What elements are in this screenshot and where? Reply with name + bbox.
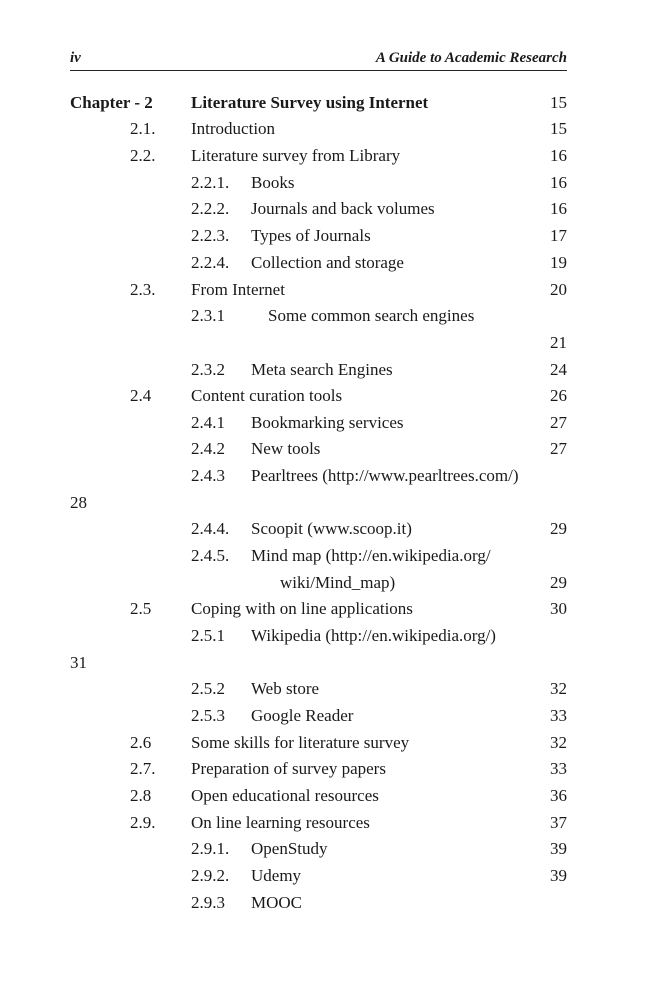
toc-title: Wikipedia (http://en.wikipedia.org/) bbox=[251, 626, 496, 645]
toc-page: 33 bbox=[550, 759, 567, 778]
toc-title: Mind map (http://en.wikipedia.org/ bbox=[251, 546, 491, 565]
toc-number: 2.9.3 bbox=[191, 893, 225, 912]
toc-number: 2.5.2 bbox=[191, 679, 225, 698]
toc-number: 2.3. bbox=[130, 280, 156, 299]
header-rule bbox=[70, 70, 567, 71]
toc-title: From Internet bbox=[191, 280, 285, 299]
toc-title: On line learning resources bbox=[191, 813, 370, 832]
toc-page: 36 bbox=[550, 786, 567, 805]
toc-page: 20 bbox=[550, 280, 567, 299]
toc-page: 17 bbox=[550, 226, 567, 245]
toc-page: 29 bbox=[550, 573, 567, 592]
toc-title: MOOC bbox=[251, 893, 303, 912]
toc-page: 29 bbox=[550, 519, 567, 538]
header-page-number: iv bbox=[70, 50, 81, 66]
toc-page: 19 bbox=[550, 253, 567, 272]
toc-title: Preparation of survey papers bbox=[191, 759, 386, 778]
toc-number: 2.4.5. bbox=[191, 546, 230, 565]
toc-title: Coping with on line applications bbox=[191, 599, 413, 618]
toc-page: 27 bbox=[550, 439, 567, 458]
toc-number: 2.6 bbox=[130, 733, 152, 752]
toc-title: Meta search Engines bbox=[251, 360, 393, 379]
toc-page: 16 bbox=[550, 173, 567, 192]
toc-title: Content curation tools bbox=[191, 386, 343, 405]
toc-number: 2.5.1 bbox=[191, 626, 225, 645]
toc-number: 2.5 bbox=[130, 599, 152, 618]
chapter-label: Chapter - 2 bbox=[70, 93, 153, 112]
toc-title: Some skills for literature survey bbox=[191, 733, 410, 752]
toc-page: 31 bbox=[70, 653, 87, 672]
toc-title: OpenStudy bbox=[251, 839, 328, 858]
toc-page: 28 bbox=[70, 493, 87, 512]
toc-title: Open educational resources bbox=[191, 786, 379, 805]
toc-number: 2.4.2 bbox=[191, 439, 225, 458]
toc-page: 33 bbox=[550, 706, 567, 725]
toc-page: 15 bbox=[550, 119, 567, 138]
toc-number: 2.5.3 bbox=[191, 706, 225, 725]
toc-title: Types of Journals bbox=[251, 226, 371, 245]
toc-number: 2.2.4. bbox=[191, 253, 230, 272]
toc-number: 2.2.3. bbox=[191, 226, 230, 245]
toc-title-continued: wiki/Mind_map) bbox=[280, 573, 396, 592]
toc-number: 2.3.1 bbox=[191, 306, 225, 325]
toc-number: 2.9.2. bbox=[191, 866, 230, 885]
toc-number: 2.3.2 bbox=[191, 360, 225, 379]
toc-page: 27 bbox=[550, 413, 567, 432]
toc-number: 2.4.4. bbox=[191, 519, 230, 538]
toc-page: 16 bbox=[550, 146, 567, 165]
toc-page: 39 bbox=[550, 839, 567, 858]
toc-number: 2.2.1. bbox=[191, 173, 230, 192]
toc-number: 2.9. bbox=[130, 813, 156, 832]
toc-number: 2.7. bbox=[130, 759, 156, 778]
toc-page: 16 bbox=[550, 199, 567, 218]
toc-page: 32 bbox=[550, 679, 567, 698]
toc-number: 2.1. bbox=[130, 119, 156, 138]
toc-title: Journals and back volumes bbox=[251, 199, 435, 218]
toc-number: 2.9.1. bbox=[191, 839, 230, 858]
toc-page: 26 bbox=[550, 386, 567, 405]
toc-title: Literature survey from Library bbox=[191, 146, 401, 165]
toc-title: Scoopit (www.scoop.it) bbox=[251, 519, 412, 538]
toc-title: Web store bbox=[251, 679, 320, 698]
toc-title: Some common search engines bbox=[268, 306, 475, 325]
toc-number: 2.2.2. bbox=[191, 199, 230, 218]
chapter-title: Literature Survey using Internet bbox=[191, 93, 429, 112]
toc-page: 21 bbox=[550, 333, 567, 352]
toc-page: 37 bbox=[550, 813, 567, 832]
toc-number: 2.4 bbox=[130, 386, 152, 405]
toc-title: New tools bbox=[251, 439, 321, 458]
toc-page: 39 bbox=[550, 866, 567, 885]
toc-title: Collection and storage bbox=[251, 253, 404, 272]
toc-number: 2.2. bbox=[130, 146, 156, 165]
toc-title: Bookmarking services bbox=[251, 413, 404, 432]
toc-number: 2.4.1 bbox=[191, 413, 225, 432]
toc-page: 24 bbox=[550, 360, 567, 379]
toc-title: Pearltrees (http://www.pearltrees.com/) bbox=[251, 466, 519, 485]
running-header bbox=[70, 50, 567, 70]
toc-title: Google Reader bbox=[251, 706, 354, 725]
toc-page: 32 bbox=[550, 733, 567, 752]
toc-title: Introduction bbox=[191, 119, 276, 138]
chapter-page: 15 bbox=[550, 93, 567, 112]
toc-number: 2.4.3 bbox=[191, 466, 225, 485]
header-book-title: A Guide to Academic Research bbox=[375, 50, 567, 66]
toc-page: 30 bbox=[550, 599, 567, 618]
toc-title: Books bbox=[251, 173, 295, 192]
toc-title: Udemy bbox=[251, 866, 302, 885]
toc-number: 2.8 bbox=[130, 786, 152, 805]
